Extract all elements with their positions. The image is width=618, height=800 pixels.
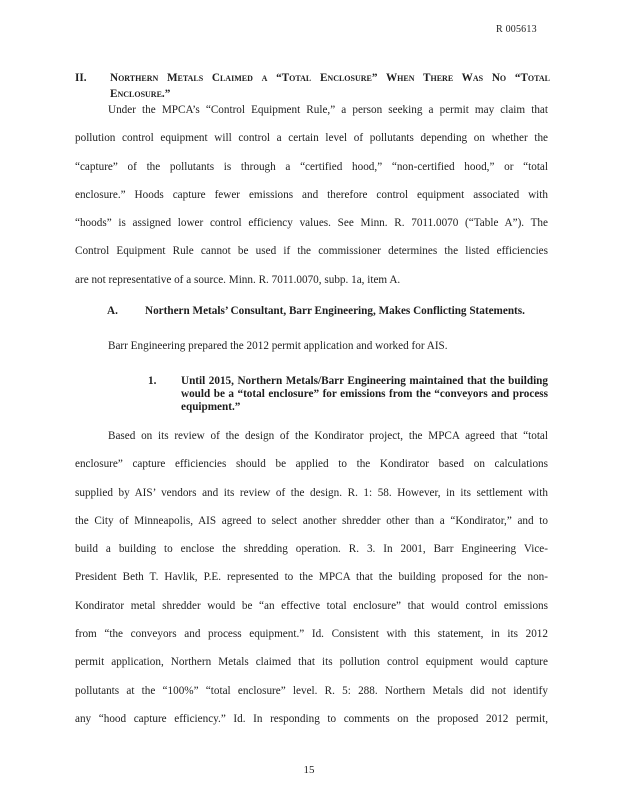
paragraph-barr-engineering [75,332,548,360]
paragraph-control-equipment-rule [75,96,548,294]
paragraph-line: supplied by AIS’ vendors and its review of the design. R. 1: 58. However, in its settlement with [75,486,548,499]
paragraph-line: are not representative of a source. Minn. R. 7011.0070, subp. 1a, item A. [75,273,401,286]
paragraph-line: enclosure” capture efficiencies should be applied to the Kondirator based on calculations [75,458,548,471]
paragraph-line: the City of Minneapolis, AIS agreed to select another shredder other than a “Kondirator,” and to [75,514,548,527]
paragraph-line: Barr Engineering prepared the 2012 permit application and worked for AIS. [108,340,448,352]
paragraph-kondirator [75,422,548,733]
paragraph-line: pollution control equipment will control a certain level of pollutants depending on whether the [75,132,548,145]
paragraph-line: Under the MPCA’s “Control Equipment Rule,” a person seeking a permit may claim that [108,104,548,116]
paragraph-line: “hoods” is assigned lower control efficiency values. See Minn. R. 7011.0070 (“Table A”). The [75,217,548,230]
paragraph-line: build a building to enclose the shredding operation. R. 3. In 2001, Barr Engineering Vice- [75,543,548,556]
paragraph-line: from “the conveyors and process equipment.” Id. Consistent with this statement, in its 2012 [75,628,548,641]
paragraph-line: any “hood capture efficiency.” Id. In responding to comments on the proposed 2012 permit, [75,712,548,725]
page-number: 15 [303,764,315,776]
subheading-a-number: A. [107,305,118,317]
bates-number: R 005613 [496,24,537,35]
paragraph-line: President Beth T. Havlik, P.E. represented to the MPCA that the building proposed for the non- [75,571,548,584]
subheading-1-number: 1. [148,375,157,387]
paragraph-line: Control Equipment Rule cannot be used if the commissioner determines the listed efficiencies [75,245,548,258]
subheading-a-title: Northern Metals’ Consultant, Barr Engineering, Makes Conflicting Statements. [145,305,525,317]
section-title: Northern Metals Claimed a “Total Enclosure” When There Was No “Total Enclosure.” [110,72,550,100]
paragraph-line: pollutants at the “100%” “total enclosure” level. R. 5: 288. Northern Metals did not identify [75,684,548,697]
paragraph-line: Based on its review of the design of the Kondirator project, the MPCA agreed that “total [108,430,548,442]
section-number: II. [75,72,87,84]
paragraph-line: enclosure.” Hoods capture fewer emissions and therefore control equipment associated with [75,188,548,201]
subheading-1-title: Until 2015, Northern Metals/Barr Engineering maintained that the building would be a “total enclosure” for emissions from the “conveyors and process equipment.” [181,375,548,413]
paragraph-line: permit application, Northern Metals claimed that its pollution control equipment would capture [75,656,548,669]
paragraph-line: Kondirator metal shredder would be “an effective total enclosure” that would control emissions [75,599,548,612]
paragraph-line: “capture” of the pollutants is through a “certified hood,” “non-certified hood,” or “total [75,160,548,173]
